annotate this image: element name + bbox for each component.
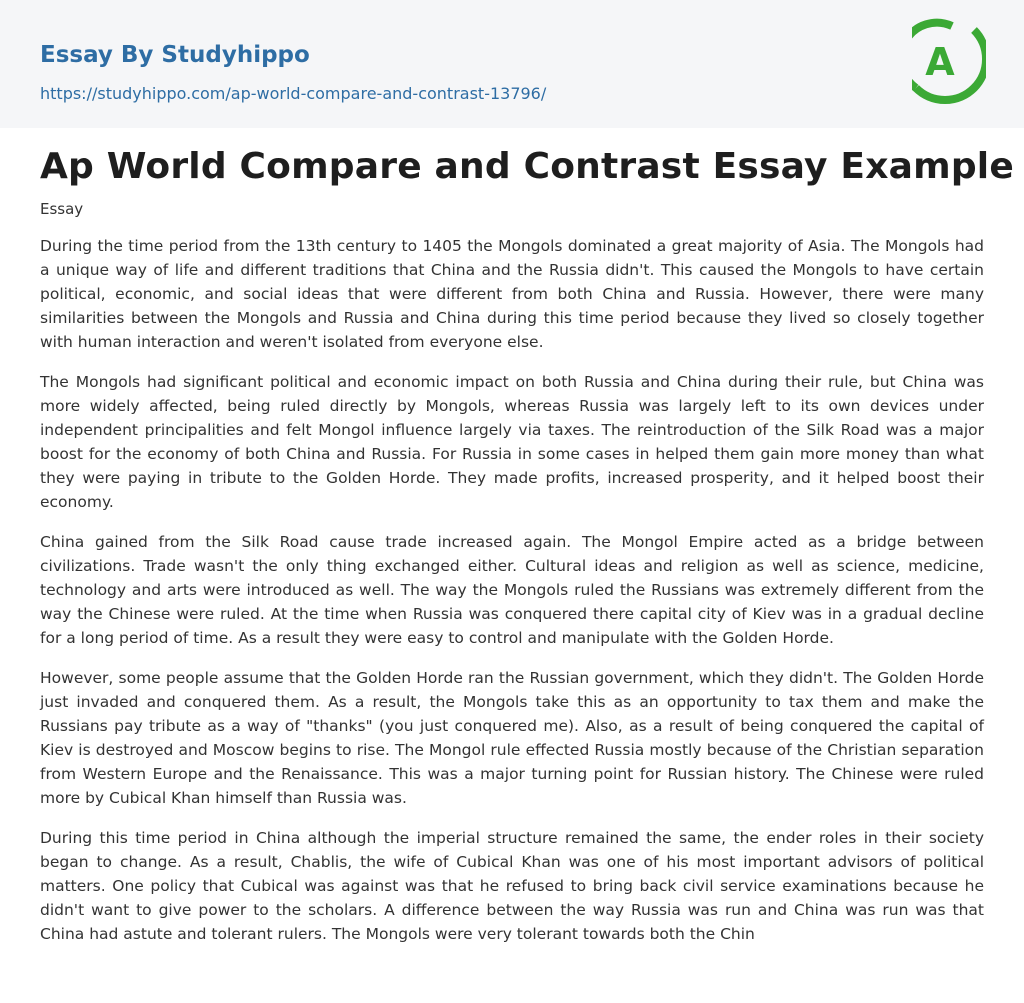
essay-url-link[interactable]: https://studyhippo.com/ap-world-compare-and-contrast-13796/ (40, 84, 547, 103)
paragraph: However, some people assume that the Golden Horde ran the Russian government, which they didn't. The Golden Horde just invaded and conquered them. As a result, the Mongols take this as an opportunity to tax them and make the Russians pay tribute as a way of "thanks" (you just conquered me). Also, as a result of being conquered the capital of Kiev is destroyed and Moscow begins to rise. The Mongol rule effected Russia mostly because of the Christian separation from Western Europe and the Renaissance. This was a major turning point for Russian history. The Chinese were ruled more by Cubical Khan himself than Russia was. (40, 669, 984, 807)
paragraph: During this time period in China although the imperial structure remained the same, the ender roles in their society began to change. As a result, Chablis, the wife of Cubical Khan was one of his most important advisors of political matters. One policy that Cubical was against was that he refused to bring back civil service examinations because he didn't want to give power to the scholars. A difference between the way Russia was run and China was run was that China had astute and tolerant rulers. The Mongols were very tolerant towards both the Chin (40, 829, 984, 943)
site-brand[interactable]: Essay By Studyhippo (40, 42, 310, 68)
article-title: Ap World Compare and Contrast Essay Example (40, 146, 1014, 187)
article-body (40, 234, 984, 962)
site-header (0, 0, 1024, 128)
paragraph: During the time period from the 13th century to 1405 the Mongols dominated a great majority of Asia. The Mongols had a unique way of life and different traditions that China and the Russia didn't. This caused the Mongols to have certain political, economic, and social ideas that were different from both China and Russia. However, there were many similarities between the Mongols and Russia and China during this time period because they lived so closely together with human interaction and weren't isolated from everyone else. (40, 237, 984, 351)
article-category: Essay (40, 200, 84, 218)
studyhippo-logo-icon[interactable] (912, 18, 986, 106)
paragraph: China gained from the Silk Road cause trade increased again. The Mongol Empire acted as a bridge between civilizations. Trade wasn't the only thing exchanged either. Cultural ideas and religion as well as science, medicine, technology and arts were introduced as well. The way the Mongols ruled the Russians was extremely different from the way the Chinese were ruled. At the time when Russia was conquered there capital city of Kiev was in a gradual decline for a long period of time. As a result they were easy to control and manipulate with the Golden Horde. (40, 533, 984, 647)
paragraph: The Mongols had significant political and economic impact on both Russia and China during their rule, but China was more widely affected, being ruled directly by Mongols, whereas Russia was largely left to its own devices under independent principalities and felt Mongol influence largely via taxes. The reintroduction of the Silk Road was a major boost for the economy of both China and Russia. For Russia in some cases in helped them gain more money than what they were paying in tribute to the Golden Horde. They made profits, increased prosperity, and it helped boost their economy. (40, 373, 984, 511)
logo-letter: A (925, 40, 955, 84)
